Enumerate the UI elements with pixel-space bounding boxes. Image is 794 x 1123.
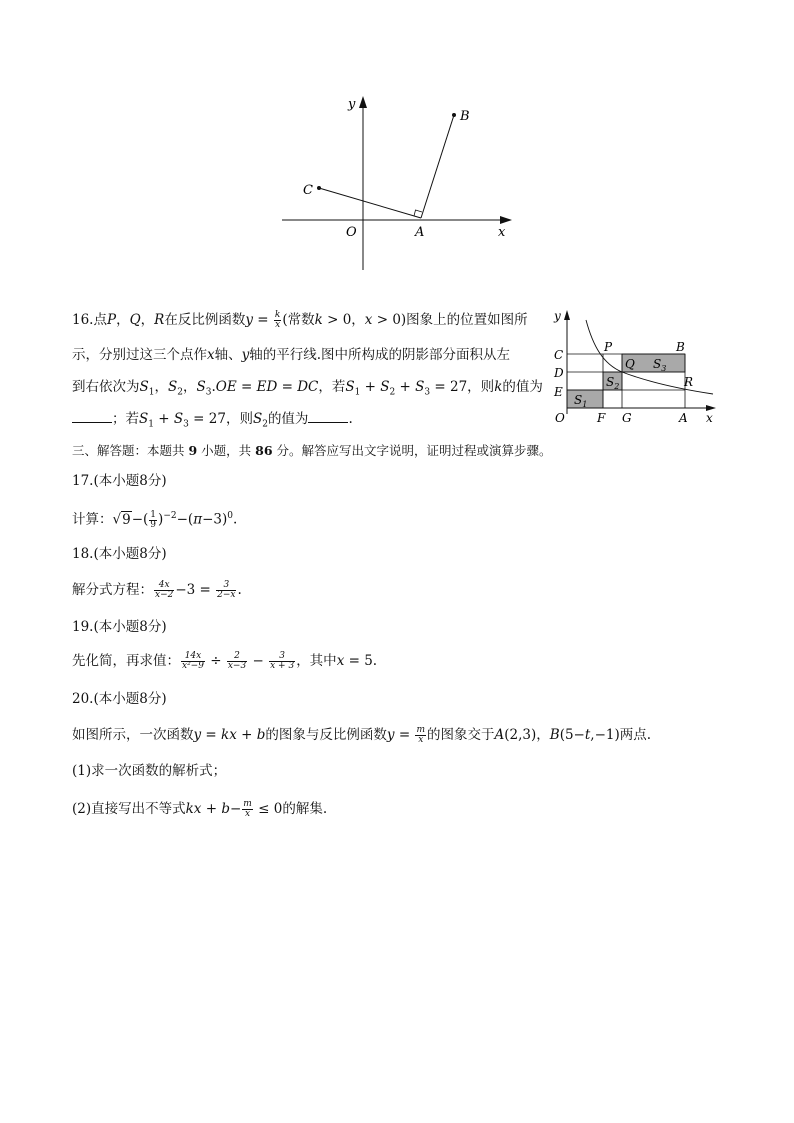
label-s3: $S_3$ [653, 357, 667, 373]
label-q: Q [625, 357, 635, 371]
answer-blank-1[interactable] [72, 410, 112, 423]
label-f: F [597, 411, 606, 425]
point-b [452, 113, 456, 117]
label-s1: $S_1$ [574, 393, 588, 409]
q16-line-1: 16.点P，Q，R在反比例函数y = $\frac{k}{x}$ (常数k > 0，x > 0)图象上的位置如图所 [72, 310, 528, 330]
fraction-4x-over-x-minus-2: $\frac{4x}{x-2}$ [155, 580, 174, 600]
label-e: E [554, 385, 563, 399]
fraction-1-over-9: $\frac{1}{9}$ [150, 509, 157, 530]
label-s2: $S_2$ [606, 375, 620, 391]
fraction-2-over-x-minus-3: $\frac{2}{x-3}$ [227, 651, 247, 671]
answer-blank-2[interactable] [308, 410, 348, 423]
label-b: B [460, 109, 470, 124]
label-a: A [679, 411, 688, 425]
q20-part-2: (2)直接写出不等式kx + b− $\frac{m}{x}$ ≤ 0的解集. [72, 799, 328, 819]
label-c: C [303, 183, 313, 198]
segment-ab [421, 115, 454, 218]
q16-line-2: 示，分别过这三个点作x轴、y轴的平行线.图中所构成的阴影部分面积从左 [72, 347, 511, 363]
section-3-heading: 三、解答题：本题共 9 小题，共 86 分。解答应写出文字说明，证明过程或演算步骤。 [72, 443, 552, 458]
y-axis-arrow [564, 310, 570, 320]
label-y: y [554, 309, 561, 323]
segment-ca [319, 188, 421, 218]
q20-part-1: (1)求一次函数的解析式； [72, 763, 227, 779]
q20-header: 20.(本小题8分) [72, 691, 167, 707]
figure-1-coordinate-diagram [270, 90, 530, 275]
figure-2-inverse-function-diagram [548, 306, 728, 428]
label-c: C [554, 348, 564, 362]
fraction-3-over-2-minus-x: $\frac{3}{2-x}$ [217, 580, 236, 600]
q19-body: 先化简，再求值： $\frac{14x}{\text{x²−9}}$ ÷ $\frac{2}{x-3}$ − $\frac{3}{x + 3}$ ，其中x = 5. [72, 651, 378, 671]
label-r: R [684, 375, 694, 389]
label-d: D [554, 366, 564, 380]
q17-header: 17.(本小题8分) [72, 473, 167, 489]
point-c [317, 186, 321, 190]
label-a: A [415, 225, 425, 240]
label-x: x [706, 411, 713, 425]
label-b: B [676, 340, 685, 354]
q19-header: 19.(本小题8分) [72, 619, 167, 635]
label-o: O [555, 411, 565, 425]
right-angle-mark [414, 210, 422, 216]
q16-line-4: ；若$S_1 + S_3 = 27$，则$S_2$的值为 . [72, 410, 542, 434]
fraction-m-over-x-2: $\frac{m}{x}$ [243, 799, 252, 819]
label-y: y [348, 97, 356, 112]
fraction-14x-over-x2-minus-9: $\frac{14x}{\text{x²−9}}$ [182, 651, 204, 671]
fraction-3-over-x-plus-3: $\frac{3}{x + 3}$ [270, 651, 295, 671]
label-o: O [346, 225, 357, 240]
fraction-k-over-x: $\frac{k}{x}$ [274, 310, 281, 330]
x-axis-arrow [500, 216, 512, 224]
y-axis-arrow [359, 96, 367, 108]
label-g: G [622, 411, 632, 425]
q20-body: 如图所示，一次函数y = kx + b的图象与反比例函数y = $\frac{m}{x}$ 的图象交于A(2,3)，B(5−t,−1)两点. [72, 725, 652, 745]
label-p: P [604, 340, 613, 354]
fraction-m-over-x: $\frac{m}{x}$ [416, 725, 425, 745]
q17-body: 计算：√9−( $\frac{1}{9}$ )$^{-2}-(\pi-3)^0$. [72, 509, 238, 530]
q16-line-3: 到右依次为$S_1$，$S_2$，$S_3.OE$ = ED = DC，若$S_1 + S_2 + S_3 = 27$，则k的值为 [72, 379, 543, 398]
label-x: x [498, 225, 506, 240]
q18-body: 解分式方程： $\frac{4x}{x-2}$ −3 = $\frac{3}{2-x}$ . [72, 580, 242, 600]
q18-header: 18.(本小题8分) [72, 546, 167, 562]
